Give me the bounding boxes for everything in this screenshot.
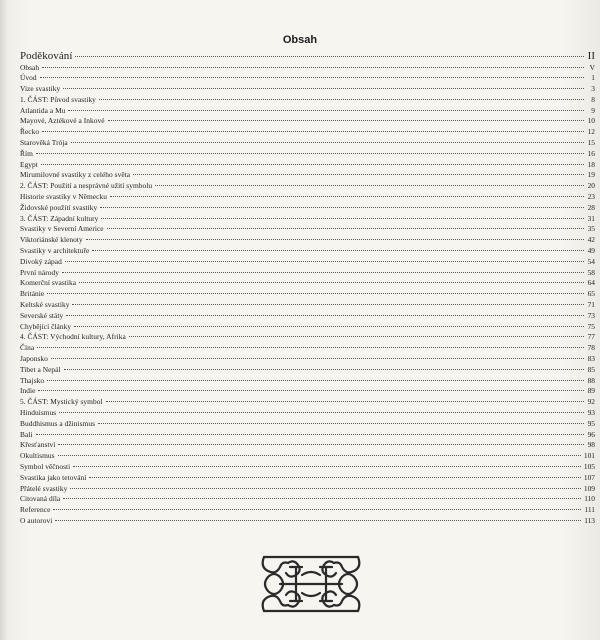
dot-leader [101,218,584,219]
toc-entry-page: 35 [587,224,595,234]
dot-leader [63,88,584,89]
toc-entry-page: 18 [587,159,595,169]
dot-leader [70,488,581,489]
toc-entry-label: Svastiky v architektuře [20,246,90,256]
ornamental-knot-icon [258,553,364,615]
toc-entry-page: 101 [583,451,595,461]
toc-entry [20,462,595,473]
dot-leader [64,369,584,370]
toc-entry [20,505,595,516]
toc-entry-page: 9 [591,105,595,115]
toc-entry-page: 15 [587,138,595,148]
toc-entry [20,473,595,484]
toc-entry [20,160,595,171]
toc-entry-label: Poděkování [20,50,73,62]
toc-entry-label: Mirumilovné svastiky z celého světa [20,170,131,180]
toc-entry [20,343,595,354]
toc-entry [20,224,595,235]
toc-entry-page: 89 [587,386,595,396]
dot-leader [53,509,581,510]
dot-leader [59,412,584,413]
toc-entry-label: Tibet a Nepál [20,364,61,374]
toc-entry-page: 64 [587,278,595,288]
dot-leader [98,423,584,424]
toc-entry [20,95,595,106]
toc-entry-label: O autorovi [20,515,53,525]
toc-entry-label: Divoký západ [20,256,62,266]
toc-entry [20,311,595,322]
dot-leader [89,477,581,478]
toc-entry-page: 93 [587,408,595,417]
dot-leader [129,336,584,337]
toc-entry-label: První národy [20,267,59,277]
dot-leader [55,520,581,521]
toc-entry-page: 83 [587,354,595,364]
toc-entry-label: Atlantida a Mu [20,105,66,115]
toc-entry-page: 49 [587,246,595,256]
toc-entry [20,181,595,192]
dot-leader [110,196,584,197]
toc-entry-label: Čína [20,343,35,353]
dot-leader [36,153,584,154]
toc-entry-label: Egypt [20,159,38,169]
dot-leader [47,293,584,294]
toc-entry-page: 19 [587,170,595,180]
toc-entry-page: 20 [587,181,595,191]
toc-entry [20,300,595,311]
dot-leader [41,164,584,165]
dot-leader [36,434,584,435]
toc-entry-page: 16 [587,148,595,158]
toc-entry-page: 31 [587,213,595,223]
toc-entry-label: Přátelé svastiky [20,483,68,493]
toc-entry-label: Buddhismus a džinismus [20,418,96,428]
toc-entry [20,203,595,214]
toc-entry-page: 111 [584,505,595,515]
dot-leader [66,315,584,316]
toc-entry-label: 2. ČÁST: Použití a nesprávné užití symbolu [20,181,153,191]
toc-entry-page: 65 [587,289,595,299]
dot-leader [63,498,581,499]
toc-entry-label: Řecko [20,127,40,137]
toc-entry-label: Thajsko [20,375,45,385]
toc-entry-label: Starověká Trója [20,138,68,148]
toc-entry-label: Chybějící články [20,321,72,331]
toc-entry-page: 98 [587,440,595,450]
toc-entry-label: Severské státy [20,310,64,320]
toc-entry-page: 88 [587,375,595,385]
toc-entry-page: 113 [584,515,595,525]
dot-leader [51,358,584,359]
toc-entry-label: Viktoriánské klenoty [20,235,83,245]
toc-entry-label: Okultismus [20,451,55,461]
dot-leader [42,131,584,132]
dot-leader [38,390,584,391]
dot-leader [68,110,584,111]
toc-entry [20,365,595,376]
table-of-contents [20,50,595,527]
toc-entry-label: Svastika jako tetování [20,472,87,482]
toc-entry-page: 71 [587,300,595,310]
dot-leader [71,142,584,143]
toc-entry [20,116,595,127]
toc-entry-label: Mayové, Aztékové a Inkové [20,116,105,126]
dot-leader [100,207,584,208]
toc-entry [20,322,595,333]
dot-leader [155,185,584,186]
toc-entry-page: 105 [583,461,595,471]
toc-entry-label: Reference [20,505,51,515]
toc-entry-page: 10 [587,116,595,126]
toc-entry-label: Citovaná díla [20,494,61,504]
toc-entry-page: 92 [587,397,595,407]
toc-entry-label: Úvod [20,73,37,83]
toc-entry-page: 77 [587,332,595,342]
toc-entry-page: 58 [587,267,595,277]
dot-leader [79,282,584,283]
dot-leader [58,455,581,456]
toc-entry-label: Vize svastiky [20,84,61,94]
dot-leader [58,444,584,445]
toc-entry [20,63,595,74]
dot-leader [62,272,584,273]
toc-entry-label: 1. ČÁST: Původ svastiky [20,94,96,104]
dot-leader [86,239,584,240]
toc-entry-page: 95 [587,418,595,428]
toc-entry [20,451,595,462]
toc-entry [20,73,595,84]
toc-entry-label: Židovské použití svastiky [20,202,98,212]
toc-entry-label: Bali [20,429,33,439]
toc-entry [20,138,595,149]
toc-entry-page: 109 [583,483,595,493]
toc-entry [20,106,595,117]
toc-entry-page: 3 [591,84,595,94]
toc-entry-label: 4. ČÁST: Východní kultury, Afrika [20,332,126,342]
toc-entry-page: 96 [587,429,595,439]
toc-entry [20,376,595,387]
toc-entry-label: Komerční svastika [20,278,77,288]
dot-leader [107,228,584,229]
toc-entry-label: Křesťanství [20,440,56,450]
toc-entry-label: Řím [20,148,33,158]
toc-entry-label: Japonsko [20,354,48,364]
toc-entry [20,397,595,408]
dot-leader [47,380,584,381]
toc-entry [20,332,595,343]
dot-leader [75,56,584,57]
dot-leader [92,250,584,251]
toc-entry [20,214,595,225]
toc-entry [20,419,595,430]
toc-entry-page: 75 [587,321,595,331]
toc-entry-page: 1 [591,73,595,83]
toc-entry [20,430,595,441]
toc-entry [20,484,595,495]
toc-entry-page: 54 [587,256,595,266]
toc-entry-label: Svastiky v Severní Americe [20,224,104,234]
dot-leader [37,347,584,348]
toc-entry [20,354,595,365]
toc-entry-label: Británie [20,289,45,299]
toc-entry [20,268,595,279]
dot-leader [99,99,584,100]
toc-entry [20,516,595,527]
page-title: Obsah [282,34,318,46]
toc-entry-label: Historie svastiky v Německu [20,192,107,202]
dot-leader [133,174,584,175]
dot-leader [108,120,584,121]
toc-entry [20,235,595,246]
dot-leader [74,326,584,327]
toc-entry-page: 42 [587,235,595,245]
toc-entry [20,440,595,451]
toc-entry-page: 23 [587,192,595,202]
toc-entry-label: Indie [20,386,36,396]
toc-entry-page: 12 [587,127,595,137]
toc-entry [20,494,595,505]
dot-leader [106,401,584,402]
dot-leader [73,466,581,467]
toc-entry-page: 73 [587,310,595,320]
toc-entry [20,278,595,289]
toc-entry [20,149,595,160]
toc-entry-page: 107 [583,472,595,482]
toc-entry [20,84,595,95]
dot-leader [72,304,584,305]
toc-entry-label: Obsah [20,62,40,72]
dot-leader [40,77,584,78]
toc-entry [20,170,595,181]
toc-entry [20,127,595,138]
toc-entry-page: 78 [587,343,595,353]
toc-entry [20,289,595,300]
toc-entry-page: 85 [587,364,595,374]
toc-entry [20,386,595,397]
toc-entry [20,408,595,419]
dot-leader [65,261,584,262]
toc-entry-page: V [589,62,595,72]
toc-entry-page: 110 [584,494,595,504]
toc-entry-page: II [587,50,595,62]
toc-entry-label: 5. ČÁST: Mystický symbol [20,397,103,407]
toc-entry [20,50,595,63]
toc-entry-label: Keltské svastiky [20,300,70,310]
toc-entry-page: 8 [591,94,595,104]
dot-leader [42,67,584,68]
toc-entry [20,192,595,203]
toc-entry-label: 3. ČÁST: Západní kultury [20,213,99,223]
toc-entry [20,257,595,268]
toc-entry-label: Hinduismus [20,408,57,417]
toc-entry-page: 28 [587,202,595,212]
toc-entry-label: Symbol věčnosti [20,461,71,471]
toc-entry [20,246,595,257]
